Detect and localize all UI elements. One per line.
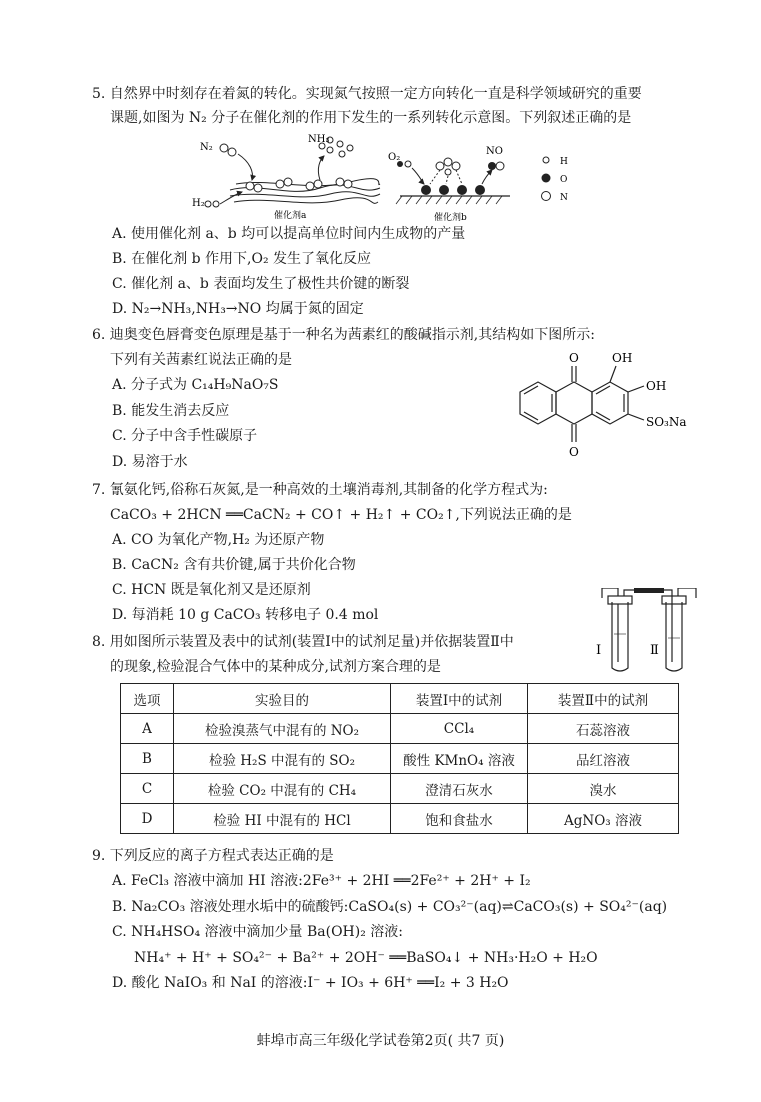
table-header-row (121, 684, 679, 714)
q5-option-d: D. N₂→NH₃,NH₃→NO 均属于氮的固定 (112, 301, 364, 317)
q6-stem-line1: 6. 迪奥变色唇膏变色原理是基于一种名为茜素红的酸碱指示剂,其结构如下图所示: (92, 327, 595, 343)
table-cell: 检验 CO₂ 中混有的 CH₄ (174, 774, 391, 804)
q5-stem-line2: 课题,如图为 N₂ 分子在催化剂的作用下发生的一系列转化示意图。下列叙述正确的是 (110, 110, 632, 126)
alizarin-o-bottom: O (569, 445, 579, 459)
table-cell: 品红溶液 (528, 744, 679, 774)
table-row (121, 744, 679, 774)
table-cell: AgNO₃ 溶液 (528, 804, 679, 834)
gas-washing-apparatus (596, 588, 706, 674)
q5-o2-label: O₂ (388, 152, 401, 163)
table-cell: D (121, 804, 174, 834)
alizarin-o-top: O (569, 351, 579, 365)
q9-stem: 9. 下列反应的离子方程式表达正确的是 (92, 848, 334, 864)
q6-option-c: C. 分子中含手性碳原子 (112, 428, 258, 444)
table-header: 装置Ⅰ中的试剂 (391, 684, 528, 714)
q8-stem-line1: 8. 用如图所示装置及表中的试剂(装置Ⅰ中的试剂足量)并依据装置Ⅱ中 (92, 634, 514, 650)
table-cell: 溴水 (528, 774, 679, 804)
q7-stem-line1: 7. 氰氨化钙,俗称石灰氮,是一种高效的土壤消毒剂,其制备的化学方程式为: (92, 482, 548, 498)
q5-option-b: B. 在催化剂 b 作用下,O₂ 发生了氧化反应 (112, 251, 372, 267)
q8-reagent-table (120, 683, 679, 834)
table-cell: CCl₄ (391, 714, 528, 744)
q5-h2-label: H₂ (192, 198, 205, 209)
page-footer: 蚌埠市高三年级化学试卷第2页( 共7 页) (256, 1033, 505, 1049)
q5-stem-line1: 5. 自然界中时刻存在着氮的转化。实现氮气按照一定方向转化一直是科学领域研究的重要 (92, 86, 642, 102)
q7-option-b: B. CaCN₂ 含有共价键,属于共价化合物 (112, 557, 356, 573)
alizarin-so3na: SO₃Na (646, 415, 687, 429)
q5-n2-label: N₂ (200, 142, 213, 153)
apparatus-label-1: Ⅰ (596, 643, 602, 658)
table-cell: 酸性 KMnO₄ 溶液 (391, 744, 528, 774)
q5-catalyst-b-label: 催化剂b (434, 213, 467, 223)
q9-option-d: D. 酸化 NaIO₃ 和 NaI 的溶液:I⁻ + IO₃ + 6H⁺ ══I₂ + 3 H₂O (112, 975, 509, 991)
legend-o: O (560, 175, 568, 185)
table-cell: 澄清石灰水 (391, 774, 528, 804)
q9-option-b: B. Na₂CO₃ 溶液处理水垢中的硫酸钙:CaSO₄(s) + CO₃²⁻(aq)⇌CaCO₃(s) + SO₄²⁻(aq) (112, 899, 668, 915)
table-cell: 石蕊溶液 (528, 714, 679, 744)
alizarin-oh-2: OH (646, 379, 667, 393)
table-row (121, 714, 679, 744)
q7-equation: CaCO₃ + 2HCN ══CaCN₂ + CO↑ + H₂↑ + CO₂↑,下列说法正确的是 (110, 507, 572, 523)
q5-nh3-label: NH₃ (308, 134, 330, 145)
legend-h: H (560, 157, 568, 167)
q9-option-c-equation: NH₄⁺ + H⁺ + SO₄²⁻ + Ba²⁺ + 2OH⁻ ══BaSO₄↓ + NH₃·H₂O + H₂O (134, 950, 598, 966)
q6-option-b: B. 能发生消去反应 (112, 403, 230, 419)
table-cell: 检验 H₂S 中混有的 SO₂ (174, 744, 391, 774)
alizarin-red-structure (508, 346, 708, 470)
apparatus-label-2: Ⅱ (650, 643, 659, 658)
q5-option-a: A. 使用催化剂 a、b 均可以提高单位时间内生成物的产量 (112, 226, 466, 242)
table-header: 选项 (121, 684, 174, 714)
table-header: 实验目的 (174, 684, 391, 714)
table-cell: B (121, 744, 174, 774)
q9-option-c: C. NH₄HSO₄ 溶液中滴加少量 Ba(OH)₂ 溶液: (112, 924, 403, 940)
table-cell: 检验溴蒸气中混有的 NO₂ (174, 714, 391, 744)
q7-option-d: D. 每消耗 10 g CaCO₃ 转移电子 0.4 mol (112, 607, 379, 623)
alizarin-oh-1: OH (612, 351, 633, 365)
table-cell: 饱和食盐水 (391, 804, 528, 834)
q7-option-c: C. HCN 既是氧化剂又是还原剂 (112, 582, 311, 598)
table-cell: 检验 HI 中混有的 HCl (174, 804, 391, 834)
q6-stem-line2: 下列有关茜素红说法正确的是 (110, 352, 292, 368)
table-row (121, 774, 679, 804)
q5-option-c: C. 催化剂 a、b 表面均发生了极性共价键的断裂 (112, 276, 410, 292)
legend-n: N (560, 193, 568, 203)
q8-stem-line2: 的现象,检验混合气体中的某种成分,试剂方案合理的是 (110, 659, 441, 675)
q7-option-a: A. CO 为氧化产物,H₂ 为还原产物 (112, 532, 325, 548)
q5-no-label: NO (486, 146, 503, 157)
q6-option-d: D. 易溶于水 (112, 454, 188, 470)
table-cell: A (121, 714, 174, 744)
table-header: 装置Ⅱ中的试剂 (528, 684, 679, 714)
q5-catalysis-diagram (190, 132, 590, 228)
table-cell: C (121, 774, 174, 804)
q5-catalyst-a-label: 催化剂a (274, 211, 307, 221)
table-row (121, 804, 679, 834)
q9-option-a: A. FeCl₃ 溶液中滴加 HI 溶液:2Fe³⁺ + 2HI ══2Fe²⁺ + 2H⁺ + I₂ (112, 873, 531, 889)
q6-option-a: A. 分子式为 C₁₄H₉NaO₇S (112, 377, 279, 393)
